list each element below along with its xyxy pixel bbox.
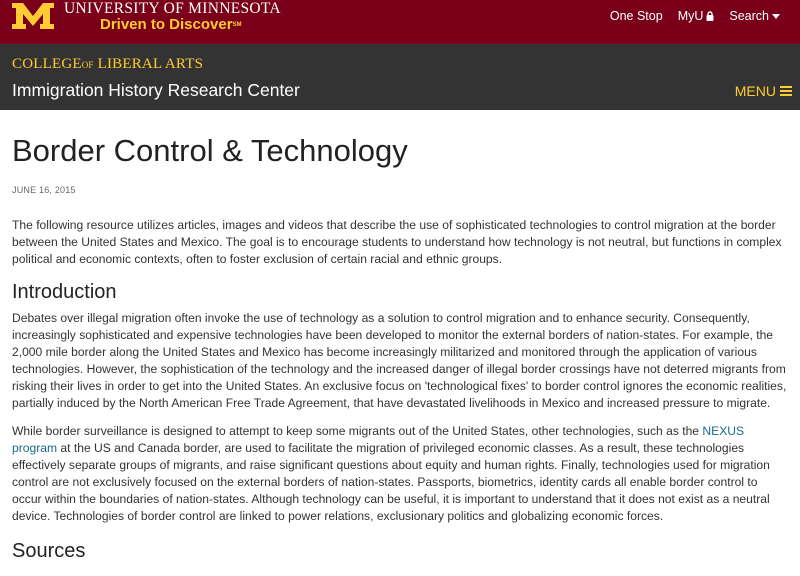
service-mark: SM	[232, 22, 242, 28]
sources-heading: Sources	[12, 540, 86, 562]
search-link[interactable]	[729, 9, 780, 23]
university-tagline	[100, 16, 242, 34]
lead-paragraph: The following resource utilizes articles, images and videos that describe the use of sophisticated technologies to control migration at the border between the United States and Mexico. The goal is to encourage students to understand how technology is not neutral, but functions in complex political and economic contexts, often to foster exclusion of certain racial and ethnic groups.	[12, 218, 782, 266]
one-stop-link[interactable]	[610, 9, 663, 23]
university-links	[610, 9, 780, 23]
tagline-text: Driven to Discover	[100, 16, 233, 33]
menu-button[interactable]	[735, 83, 792, 99]
nexus-program-link[interactable]: NEXUS program	[12, 424, 745, 455]
college-header	[0, 44, 800, 110]
main-content	[0, 133, 800, 563]
caret-down-icon	[772, 12, 780, 20]
college-name-of: OF	[81, 60, 94, 70]
para2-text-after: at the US and Canada border, are used to facilitate the migration of privileged economic classes. As a result, these technologies effectively separate groups of migrants, and raise significant questions about equity and human rights. Finally, technologies used for migration control are not exclusively focused on the external borders of nation-states. Passports, biometrics, identity cards all enable border control to occur within the boundaries of nation-states. Although technology can be useful, it is important to understand that it does not exist as a neutral device. Technologies of border control are linked to power relations, exclusionary politics and globalizing economic forces.	[12, 441, 770, 523]
center-name[interactable]: Immigration History Research Center	[12, 80, 300, 100]
university-name[interactable]: UNIVERSITY OF MINNESOTA	[64, 0, 281, 17]
one-stop-label: One Stop	[609, 9, 663, 23]
menu-label: MENU	[734, 83, 776, 99]
para2-text-before: While border surveillance is designed to attempt to keep some migrants out of the United States, other technologies, such as the	[12, 424, 703, 438]
search-label: Search	[729, 9, 769, 23]
college-name-part1: COLLEGE	[12, 56, 82, 72]
page-title: Border Control & Technology	[12, 133, 408, 168]
intro-paragraph-1: Debates over illegal migration often invoke the use of technology as a solution to control migration and to enhance security. Consequently, increasingly sophisticated and expensive technologies have been developed to monitor the external borders of nation-states. For example, the 2,000 mile border along the United States and Mexico has become increasingly militarized and monitored through the application of various technologies. However, the sophistication of the technology and the increased danger of illegal border crossings have not deterred migrants from risking their lives in order to get into the United States. An exclusive focus on 'technological fixes' to border control ignores the economic realities, partially induced by the North American Free Trade Agreement, that have devastated livelihoods in Mexico and increased pressure to migrate.	[12, 311, 787, 410]
hamburger-icon	[780, 86, 792, 96]
college-name-part2: LIBERAL ARTS	[97, 56, 204, 72]
introduction-heading: Introduction	[12, 281, 117, 303]
block-m-logo-icon[interactable]	[10, 2, 56, 30]
myu-link[interactable]	[678, 9, 715, 23]
college-name[interactable]	[12, 56, 203, 73]
myu-label: MyU	[677, 9, 704, 23]
lock-icon	[706, 11, 714, 21]
intro-paragraph-2	[12, 423, 788, 525]
publish-date: JUNE 16, 2015	[12, 185, 76, 195]
university-header	[0, 0, 800, 44]
